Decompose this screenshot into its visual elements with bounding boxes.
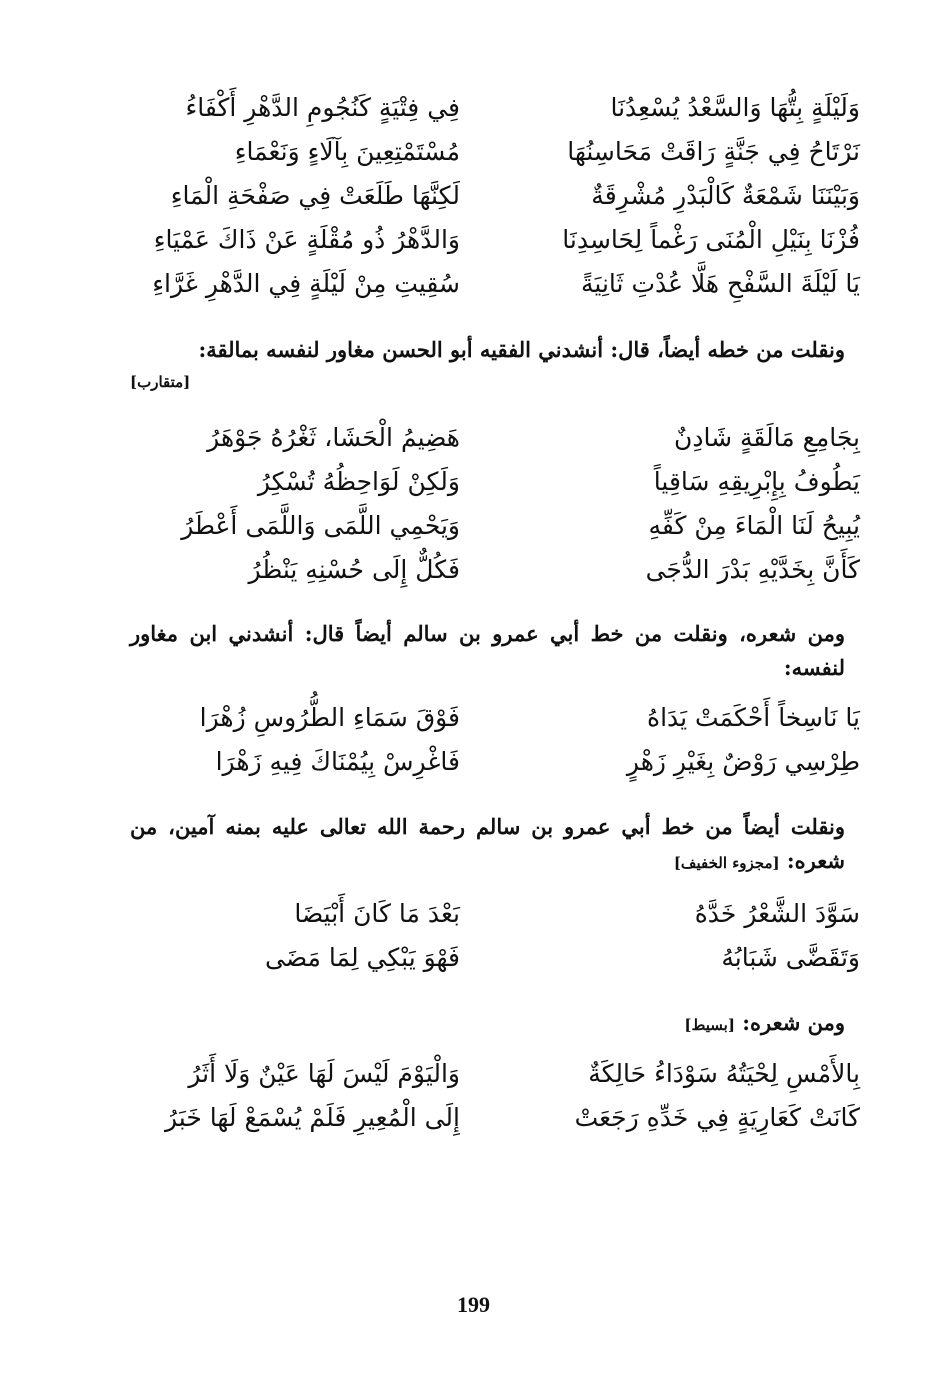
meter-label: [مجزوء الخفيف] — [673, 854, 780, 872]
verse-line — [120, 174, 860, 218]
verse-line — [120, 86, 860, 130]
first-hemistich: سَوَّدَ الشَّعْرُ خَدَّهُ — [694, 899, 860, 928]
second-hemistich: فِي فِتْيَةٍ كَنُجُومِ الدَّهْرِ أَكْفَاءُ — [185, 93, 460, 122]
second-hemistich: وَيَحْمِي اللَّمَى وَاللَّمَى أَعْطَرُ — [181, 511, 460, 540]
verse-line — [120, 936, 860, 980]
first-hemistich: بِالأَمْسِ لِحْيَتُهُ سَوْدَاءُ حَالِكَةٌ — [588, 1059, 860, 1088]
page-number: 199 — [457, 1292, 490, 1317]
first-hemistich: نَرْتَاحُ فِي جَنَّةٍ رَاقَتْ مَحَاسِنُهَا — [567, 137, 860, 166]
verse-line — [120, 548, 860, 592]
poem-block-3 — [120, 696, 860, 784]
second-hemistich: فَوْقَ سَمَاءِ الطُّرُوسِ زُهْرَا — [199, 703, 460, 732]
second-hemistich: وَالْيَوْمَ لَيْسَ لَهَا عَيْنٌ وَلَا أَثَرُ — [188, 1059, 460, 1088]
verse-line — [120, 218, 860, 262]
prose-text: ونقلت أيضاً من خط أبي عمرو بن سالم رحمة الله تعالى عليه بمنه آمين، من شعره: — [130, 814, 845, 873]
meter-label: [متقارب] — [130, 373, 191, 391]
first-hemistich: وَلَيْلَةٍ بِتُّهَا وَالسَّعْدُ يُسْعِدُنَا — [610, 93, 860, 122]
first-hemistich: وَتَقَضَّى شَبَابُهُ — [721, 943, 860, 972]
second-hemistich: وَلَكِنْ لَوَاحِظُهُ تُسْكِرُ — [257, 467, 460, 496]
poem-block-2 — [120, 416, 860, 592]
first-hemistich: بِجَامِعِ مَالَقَةٍ شَادِنٌ — [673, 423, 860, 452]
verse-line — [120, 1052, 860, 1096]
second-hemistich: فَاغْرِسْ بِيُمْنَاكَ فِيهِ زَهْرَا — [215, 747, 460, 776]
meter-label: [بسيط] — [684, 1016, 735, 1034]
first-hemistich: يَا لَيْلَةَ السَّفْحِ هَلَّا عُدْتِ ثَانِيَةً — [581, 269, 860, 298]
prose-paragraph — [130, 810, 845, 880]
first-hemistich: يَا نَاسِخاً أَحْكَمَتْ يَدَاهُ — [646, 703, 860, 732]
poem-block-4 — [120, 892, 860, 980]
second-hemistich: مُسْتَمْتِعِينَ بِآلَاءٍ وَنَعْمَاءِ — [234, 137, 460, 166]
verse-line — [120, 1096, 860, 1140]
second-hemistich: سُقِيتِ مِنْ لَيْلَةٍ فِي الدَّهْرِ غَرَّاءِ — [152, 269, 460, 298]
first-hemistich: وَبَيْنَنَا شَمْعَةٌ كَالْبَدْرِ مُشْرِقَةٌ — [591, 181, 860, 210]
prose-paragraph: ومن شعره، ونقلت من خط أبي عمرو بن سالم أيضاً قال: أنشدني ابن مغاور لنفسه: — [130, 621, 845, 680]
prose-paragraph — [684, 1006, 845, 1042]
first-hemistich: فُزْنَا بِنَيْلِ الْمُنَى رَغْماً لِحَاسِدِنَا — [562, 225, 860, 254]
second-hemistich: فَهْوَ يَبْكِي لِمَا مَضَى — [265, 943, 460, 972]
second-hemistich: إِلَى الْمُعِيرِ فَلَمْ يُسْمَعْ لَهَا خَبَرُ — [165, 1103, 460, 1132]
verse-line — [120, 416, 860, 460]
poem-block-5 — [120, 1052, 860, 1140]
first-hemistich: يُبِيحُ لَنَا الْمَاءَ مِنْ كَفِّهِ — [648, 511, 860, 540]
verse-line — [120, 504, 860, 548]
verse-line — [120, 892, 860, 936]
first-hemistich: طِرْسِي رَوْضٌ بِغَيْرِ زَهْرٍ — [626, 747, 860, 776]
second-hemistich: بَعْدَ مَا كَانَ أَبْيَضَا — [294, 899, 460, 928]
first-hemistich: يَطُوفُ بِإِبْرِيقِهِ سَاقِياً — [653, 467, 860, 496]
first-hemistich: كَانَتْ كَعَارِيَةٍ فِي خَدِّهِ رَجَعَتْ — [574, 1103, 860, 1132]
verse-line — [120, 130, 860, 174]
verse-line — [120, 696, 860, 740]
prose-text: ومن شعره: — [742, 1010, 845, 1035]
poem-block-1 — [120, 86, 860, 306]
second-hemistich: فَكُلٌّ إِلَى حُسْنِهِ يَنْظُرُ — [248, 555, 460, 584]
verse-line — [120, 262, 860, 306]
second-hemistich: هَضِيمُ الْحَشَا، ثَغْرُهُ جَوْهَرُ — [207, 423, 460, 452]
prose-paragraph: ونقلت من خطه أيضاً، قال: أنشدني الفقيه أبو الحسن مغاور لنفسه بمالقة: — [198, 337, 845, 362]
verse-line — [120, 460, 860, 504]
first-hemistich: كَأَنَّ بِخَدَّيْهِ بَدْرَ الدُّجَى — [645, 555, 860, 584]
second-hemistich: وَالدَّهْرُ ذُو مُقْلَةٍ عَنْ ذَاكَ عَمْيَاءِ — [153, 225, 460, 254]
verse-line — [120, 740, 860, 784]
second-hemistich: لَكِنَّهَا طَلَعَتْ فِي صَفْحَةِ الْمَاءِ — [170, 181, 460, 210]
